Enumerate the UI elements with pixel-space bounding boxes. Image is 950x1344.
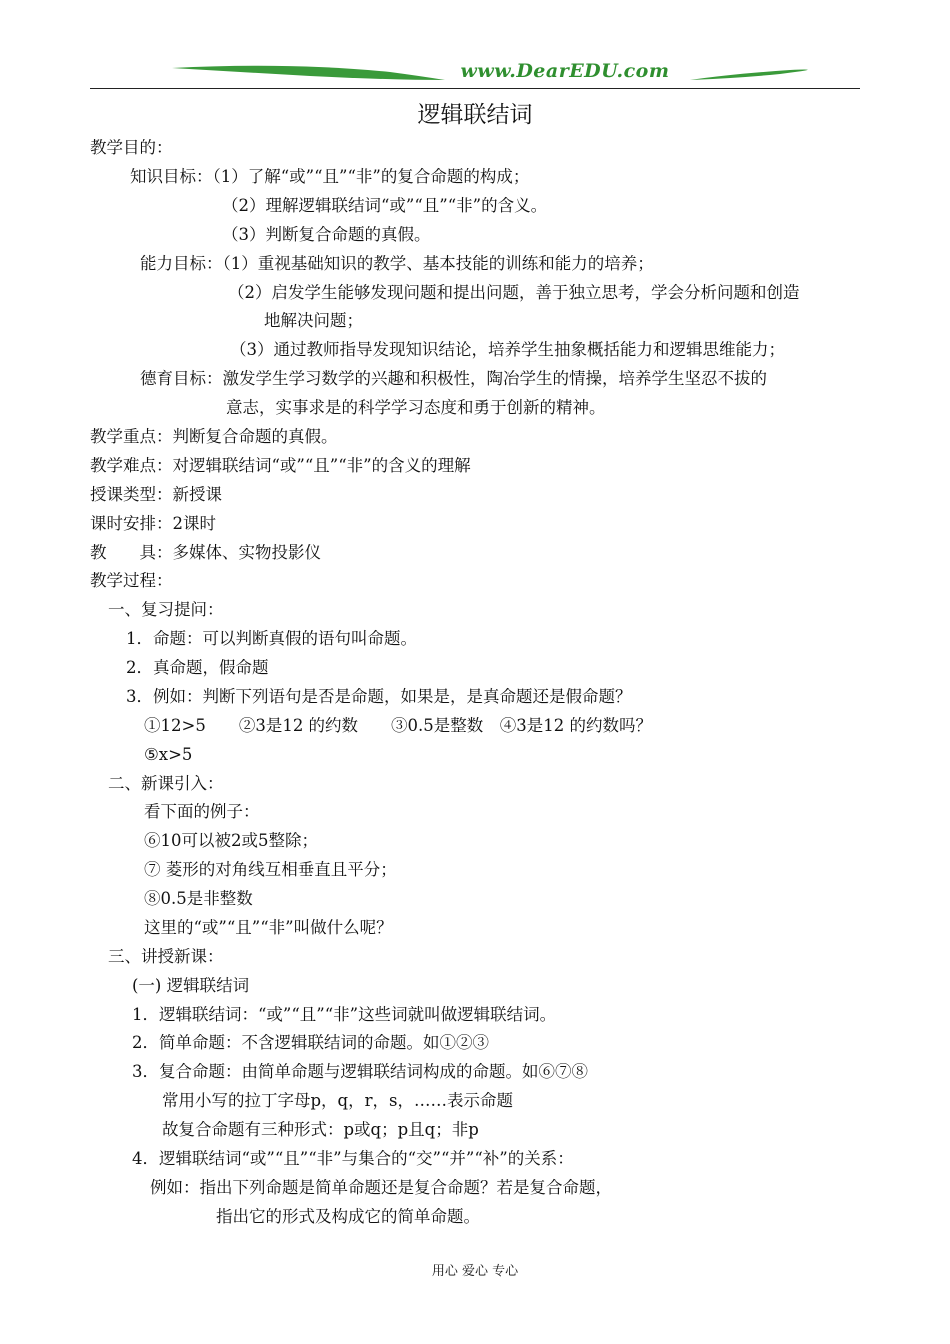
text-line: 4．逻辑联结词“或”“且”“非”与集合的“交”“并”“补”的关系： <box>132 1149 574 1168</box>
site-name[interactable]: www.DearEDU.com <box>460 60 670 82</box>
text-line: （3）通过教师指导发现知识结论，培养学生抽象概括能力和逻辑思维能力； <box>230 340 785 359</box>
text-line: ①12>5 ②3是12 的约数 ③0.5是整数 ④3是12 的约数吗？ <box>144 716 653 735</box>
text-line: 故复合命题有三种形式：p或q；p且q；非p <box>162 1120 479 1139</box>
text-line: 授课类型：新授课 <box>90 485 222 504</box>
text-line: （3）判断复合命题的真假。 <box>222 225 431 244</box>
text-line: 例如：指出下列命题是简单命题还是复合命题？若是复合命题， <box>150 1178 612 1197</box>
text-line: （2）启发学生能够发现问题和提出问题，善于独立思考，学会分析问题和创造 <box>228 283 800 302</box>
text-line: 2．真命题，假命题 <box>126 658 269 677</box>
text-line: 1．逻辑联结词：“或”“且”“非”这些词就叫做逻辑联结词。 <box>132 1005 557 1024</box>
text-line: 地解决问题； <box>264 311 363 330</box>
text-line: 能力目标：（1）重视基础知识的教学、基本技能的训练和能力的培养； <box>140 254 654 273</box>
text-line: 课时安排：2课时 <box>90 514 216 533</box>
text-line: 看下面的例子： <box>144 802 260 821</box>
text-line: 1．命题：可以判断真假的语句叫命题。 <box>126 629 417 648</box>
site-header-logo <box>90 58 860 92</box>
text-line: 意志，实事求是的科学学习态度和勇于创新的精神。 <box>226 398 606 417</box>
text-line: 知识目标：（1）了解“或”“且”“非”的复合命题的构成； <box>130 167 530 186</box>
text-line: ⑥10可以被2或5整除； <box>144 831 318 850</box>
section-heading: 教学过程： <box>90 571 173 590</box>
header-divider <box>90 88 860 89</box>
text-line: 德育目标：激发学生学习数学的兴趣和积极性，陶冶学生的情操，培养学生坚忍不拔的 <box>140 369 767 388</box>
text-line: ⑧0.5是非整数 <box>144 889 253 908</box>
subsection-heading: 二、新课引入： <box>108 774 224 793</box>
text-line: 教 具：多媒体、实物投影仪 <box>90 543 321 562</box>
text-line: (一) 逻辑联结词 <box>132 976 250 995</box>
text-line: 3．复合命题：由简单命题与逻辑联结词构成的命题。如⑥⑦⑧ <box>132 1062 588 1081</box>
text-line: 指出它的形式及构成它的简单命题。 <box>216 1207 480 1226</box>
text-line: （2）理解逻辑联结词“或”“且”“非”的含义。 <box>222 196 548 215</box>
page-title: 逻辑联结词 <box>417 102 533 128</box>
subsection-heading: 三、讲授新课： <box>108 947 224 966</box>
section-heading: 教学目的： <box>90 138 173 157</box>
text-line: 2．简单命题：不含逻辑联结词的命题。如①②③ <box>132 1033 489 1052</box>
text-line: 3．例如：判断下列语句是否是命题，如果是，是真命题还是假命题？ <box>126 687 632 706</box>
text-line: 这里的“或”“且”“非”叫做什么呢？ <box>144 918 393 937</box>
subsection-heading: 一、复习提问： <box>108 600 224 619</box>
text-line: 教学难点：对逻辑联结词“或”“且”“非”的含义的理解 <box>90 456 471 475</box>
text-line: 常用小写的拉丁字母p，q，r，s，……表示命题 <box>162 1091 513 1110</box>
text-line: ⑦ 菱形的对角线互相垂直且平分； <box>144 860 397 879</box>
text-line: ⑤x>5 <box>144 745 193 764</box>
text-line: 教学重点：判断复合命题的真假。 <box>90 427 338 446</box>
page-footer: 用心 爱心 专心 <box>431 1264 519 1279</box>
